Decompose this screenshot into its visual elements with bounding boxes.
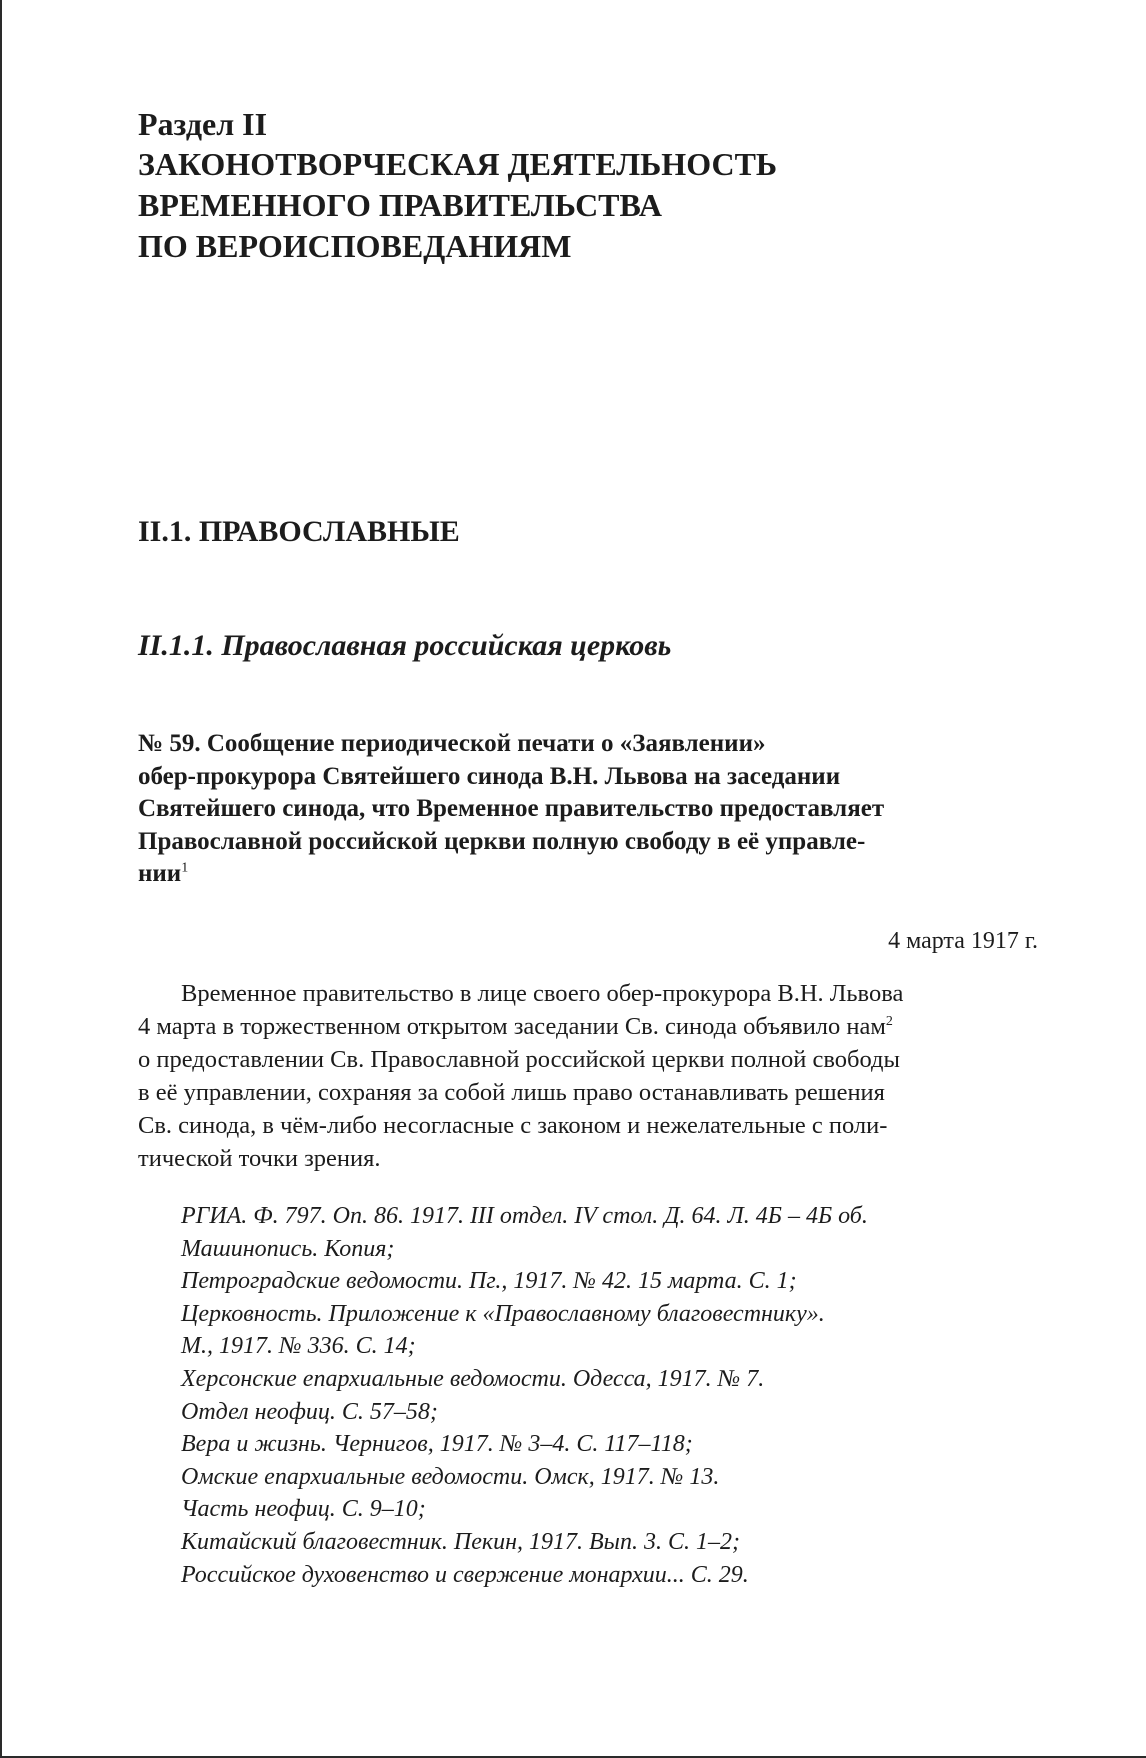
body-line: Временное правительство в лице своего обер-прокурора В.Н. Львова xyxy=(181,980,904,1007)
section-title-line: ЗАКОНОТВОРЧЕСКАЯ ДЕЯТЕЛЬНОСТЬ xyxy=(138,146,778,182)
body-line: о предоставлении Св. Православной российской церкви полной свободы xyxy=(138,1046,900,1073)
source-line: Российское духовенство и свержение монархии... С. 29. xyxy=(181,1561,749,1588)
subsection-title: II.1. ПРАВОСЛАВНЫЕ xyxy=(138,515,460,548)
source-line: Китайский благовестник. Пекин, 1917. Вып. 3. С. 1–2; xyxy=(181,1528,740,1555)
source-line: Херсонские епархиальные ведомости. Одесса, 1917. № 7. xyxy=(181,1365,765,1392)
sources-list xyxy=(181,1200,1041,1591)
section-title xyxy=(138,144,1018,267)
document-heading-line: обер-прокурора Святейшего синода В.Н. Львова на заседании xyxy=(138,762,841,790)
document-heading-line: Православной российской церкви полную свободу в её управле- xyxy=(138,827,866,855)
source-line: Петроградские ведомости. Пг., 1917. № 42. 15 марта. С. 1; xyxy=(181,1268,797,1295)
document-heading xyxy=(138,728,1038,891)
source-line: М., 1917. № 336. С. 14; xyxy=(181,1333,416,1360)
source-line: Вера и жизнь. Чернигов, 1917. № 3–4. С. 117–118; xyxy=(181,1431,693,1458)
section-title-line: ВРЕМЕННОГО ПРАВИТЕЛЬСТВА xyxy=(138,187,662,223)
document-heading-line xyxy=(138,858,1038,891)
footnote-marker[interactable]: 1 xyxy=(181,860,189,876)
section-header xyxy=(138,104,1018,267)
document-heading-line: Святейшего синода, что Временное правительство предоставляет xyxy=(138,795,885,822)
body-line-text: 4 марта в торжественном открытом заседании Св. синода объявило нам xyxy=(138,1013,886,1040)
source-line: Церковность. Приложение к «Православному благовестнику». xyxy=(181,1300,825,1327)
section-title-line: ПО ВЕРОИСПОВЕДАНИЯМ xyxy=(138,228,572,264)
footnote-marker[interactable]: 2 xyxy=(885,1013,893,1029)
document-heading-line: № 59. Сообщение периодической печати о «Заявлении» xyxy=(138,730,766,757)
document-body xyxy=(138,977,1038,1175)
body-line: в её управлении, сохраняя за собой лишь право останавливать решения xyxy=(138,1079,885,1106)
page-left-edge xyxy=(0,0,2,1758)
source-line: Машинопись. Копия; xyxy=(181,1235,395,1262)
body-line: тической точки зрения. xyxy=(138,1145,381,1172)
source-line: Омские епархиальные ведомости. Омск, 1917. № 13. xyxy=(181,1463,720,1490)
body-line xyxy=(138,1010,1038,1043)
document-heading-last-text: нии xyxy=(138,860,182,887)
source-line: Часть неофиц. С. 9–10; xyxy=(181,1496,426,1523)
subsubsection-title: II.1.1. Православная российская церковь xyxy=(138,629,672,662)
body-line: Св. синода, в чём-либо несогласные с законом и нежелательные с поли- xyxy=(138,1112,888,1139)
source-line: РГИА. Ф. 797. Оп. 86. 1917. III отдел. IV стол. Д. 64. Л. 4Б – 4Б об. xyxy=(181,1203,868,1229)
document-date: 4 марта 1917 г. xyxy=(888,928,1038,954)
source-line: Отдел неофиц. С. 57–58; xyxy=(181,1398,438,1425)
section-label: Раздел II xyxy=(138,106,268,142)
